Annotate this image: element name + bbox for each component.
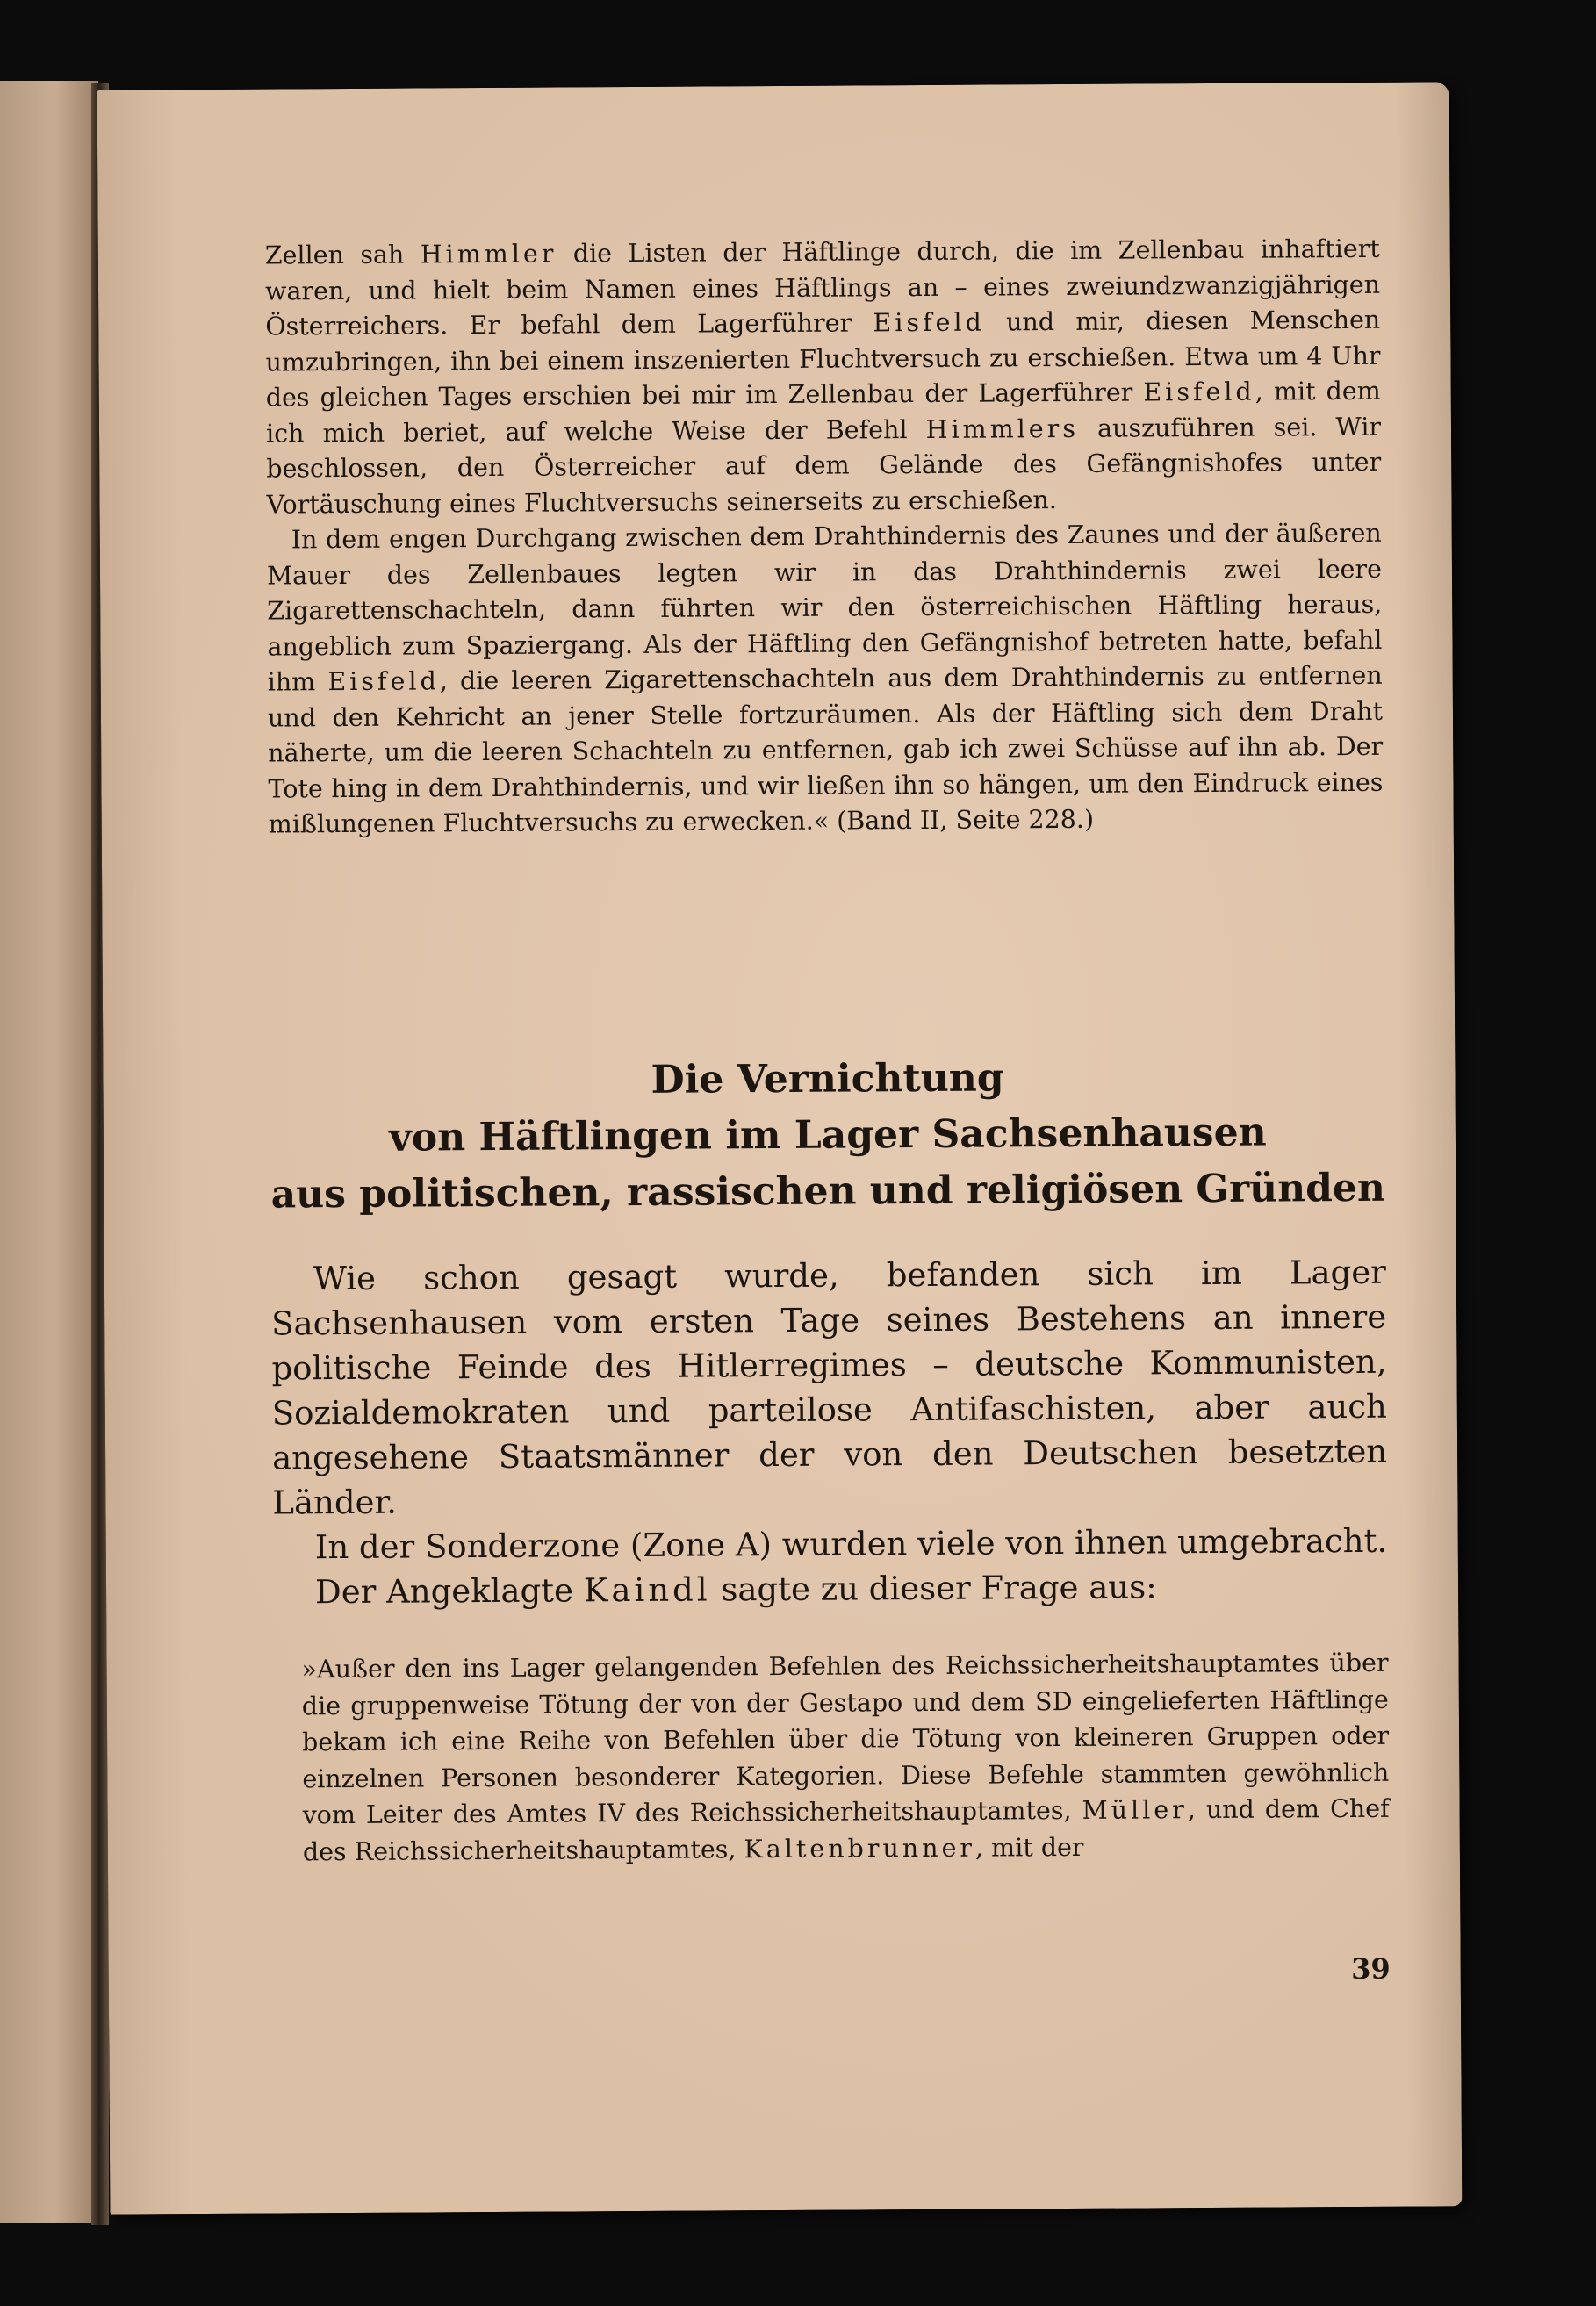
testimony-quote (301, 1645, 1389, 1871)
main-text (271, 1250, 1388, 1615)
left-page-edge (0, 81, 98, 2223)
book-page (97, 82, 1463, 2214)
spaced-name-himmlers: Himmlers (925, 413, 1080, 444)
spaced-name-kaltenbrunner: Kaltenbrunner (744, 1833, 976, 1864)
spaced-name-eisfeld: Eisfeld (1143, 377, 1255, 407)
heading-line-1: Die Vernichtung (651, 1055, 1004, 1103)
main-paragraph-1: Wie schon gesagt wurde, befanden sich im Lager Sachsenhausen vom ersten Tage seines Bestehens an innere politische Feinde des Hitlerregimes – deutsche Kommunisten, Sozialdemokraten und parteilose Antifaschisten, aber auch angesehene Staatsmänner der von den Deutschen besetzten Länder. (271, 1253, 1388, 1522)
spaced-name-himmler: Himmler (420, 239, 557, 269)
page-number: 39 (1351, 1951, 1391, 1986)
section-heading (261, 1048, 1394, 1224)
heading-line-2: von Häftlingen im Lager Sachsenhausen (389, 1110, 1267, 1160)
intro-paragraph-1: Zellen sah Himmler die Listen der Häftlinge durch, die im Zellenbau inhaftiert waren, und hielt beim Namen eines Häftlings an – eines zweiundzwanzigjährigen Österreichers. Er befahl dem Lagerführer Eisfeld und mir, diesen Menschen umzubringen, ihn bei einem inszenierten Fluchtversuch zu erschießen. Etwa um 4 Uhr des gleichen Tages erschien bei mir im Zellenbau der Lagerführer Eisfeld, mit dem ich mich beriet, auf welche Weise der Befehl Himmlers auszuführen sei. Wir beschlossen, den Österreicher auf dem Gelände des Gefängnishofes unter Vortäuschung eines Fluchtversuchs seinerseits zu erschießen. (264, 233, 1382, 520)
spaced-name-eisfeld: Eisfeld (873, 307, 985, 338)
quote-paragraph: »Außer den ins Lager gelangenden Befehlen des Reichssicherheitshauptamtes über die gruppenweise Tötung der von der Gestapo und dem SD eingelieferten Häftlinge bekam ich eine Reihe von Befehlen über die Tötung von kleineren Gruppen oder einzelnen Personen besonderer Kategorien. Diese Befehle stammten gewöhnlich vom Leiter des Amtes IV des Reichssicherheitshauptamtes, Müller, und dem Chef des Reichssicherheitshauptamtes, Kaltenbrunner, mit der (301, 1648, 1390, 1866)
spaced-name-kaindl: Kaindl (583, 1570, 711, 1610)
main-paragraph-2: In der Sonderzone (Zone A) wurden viele von ihnen umgebracht. (314, 1521, 1388, 1567)
spaced-name-mueller: Müller (1082, 1795, 1188, 1825)
main-paragraph-3: Der Angeklagte Kaindl sagte zu dieser Frage aus: (314, 1568, 1157, 1612)
intro-text (265, 232, 1384, 843)
intro-paragraph-2: In dem engen Durchgang zwischen dem Drahthindernis des Zaunes und der äußeren Mauer des Zellenbaues legten wir in das Drahthindernis zwei leere Zigarettenschachteln, dann führten wir den österreichischen Häftling heraus, angeblich zum Spaziergang. Als der Häftling den Gefängnishof betreten hatte, befahl ihm Eisfeld, die leeren Zigarettenschachteln aus dem Drahthindernis zu entfernen und den Kehricht an jener Stelle fortzuräumen. Als der Häftling sich dem Draht näherte, um die leeren Schachteln zu entfernen, gab ich zwei Schüsse auf ihn ab. Der Tote hing in dem Drahthindernis, und wir ließen ihn so hängen, um den Eindruck eines mißlungenen Fluchtversuchs zu erwecken.« (Band II, Seite 228.) (266, 518, 1384, 839)
spaced-name-eisfeld: Eisfeld (327, 666, 440, 697)
heading-line-3: aus politischen, rassischen und religiösen Gründen (270, 1165, 1386, 1218)
